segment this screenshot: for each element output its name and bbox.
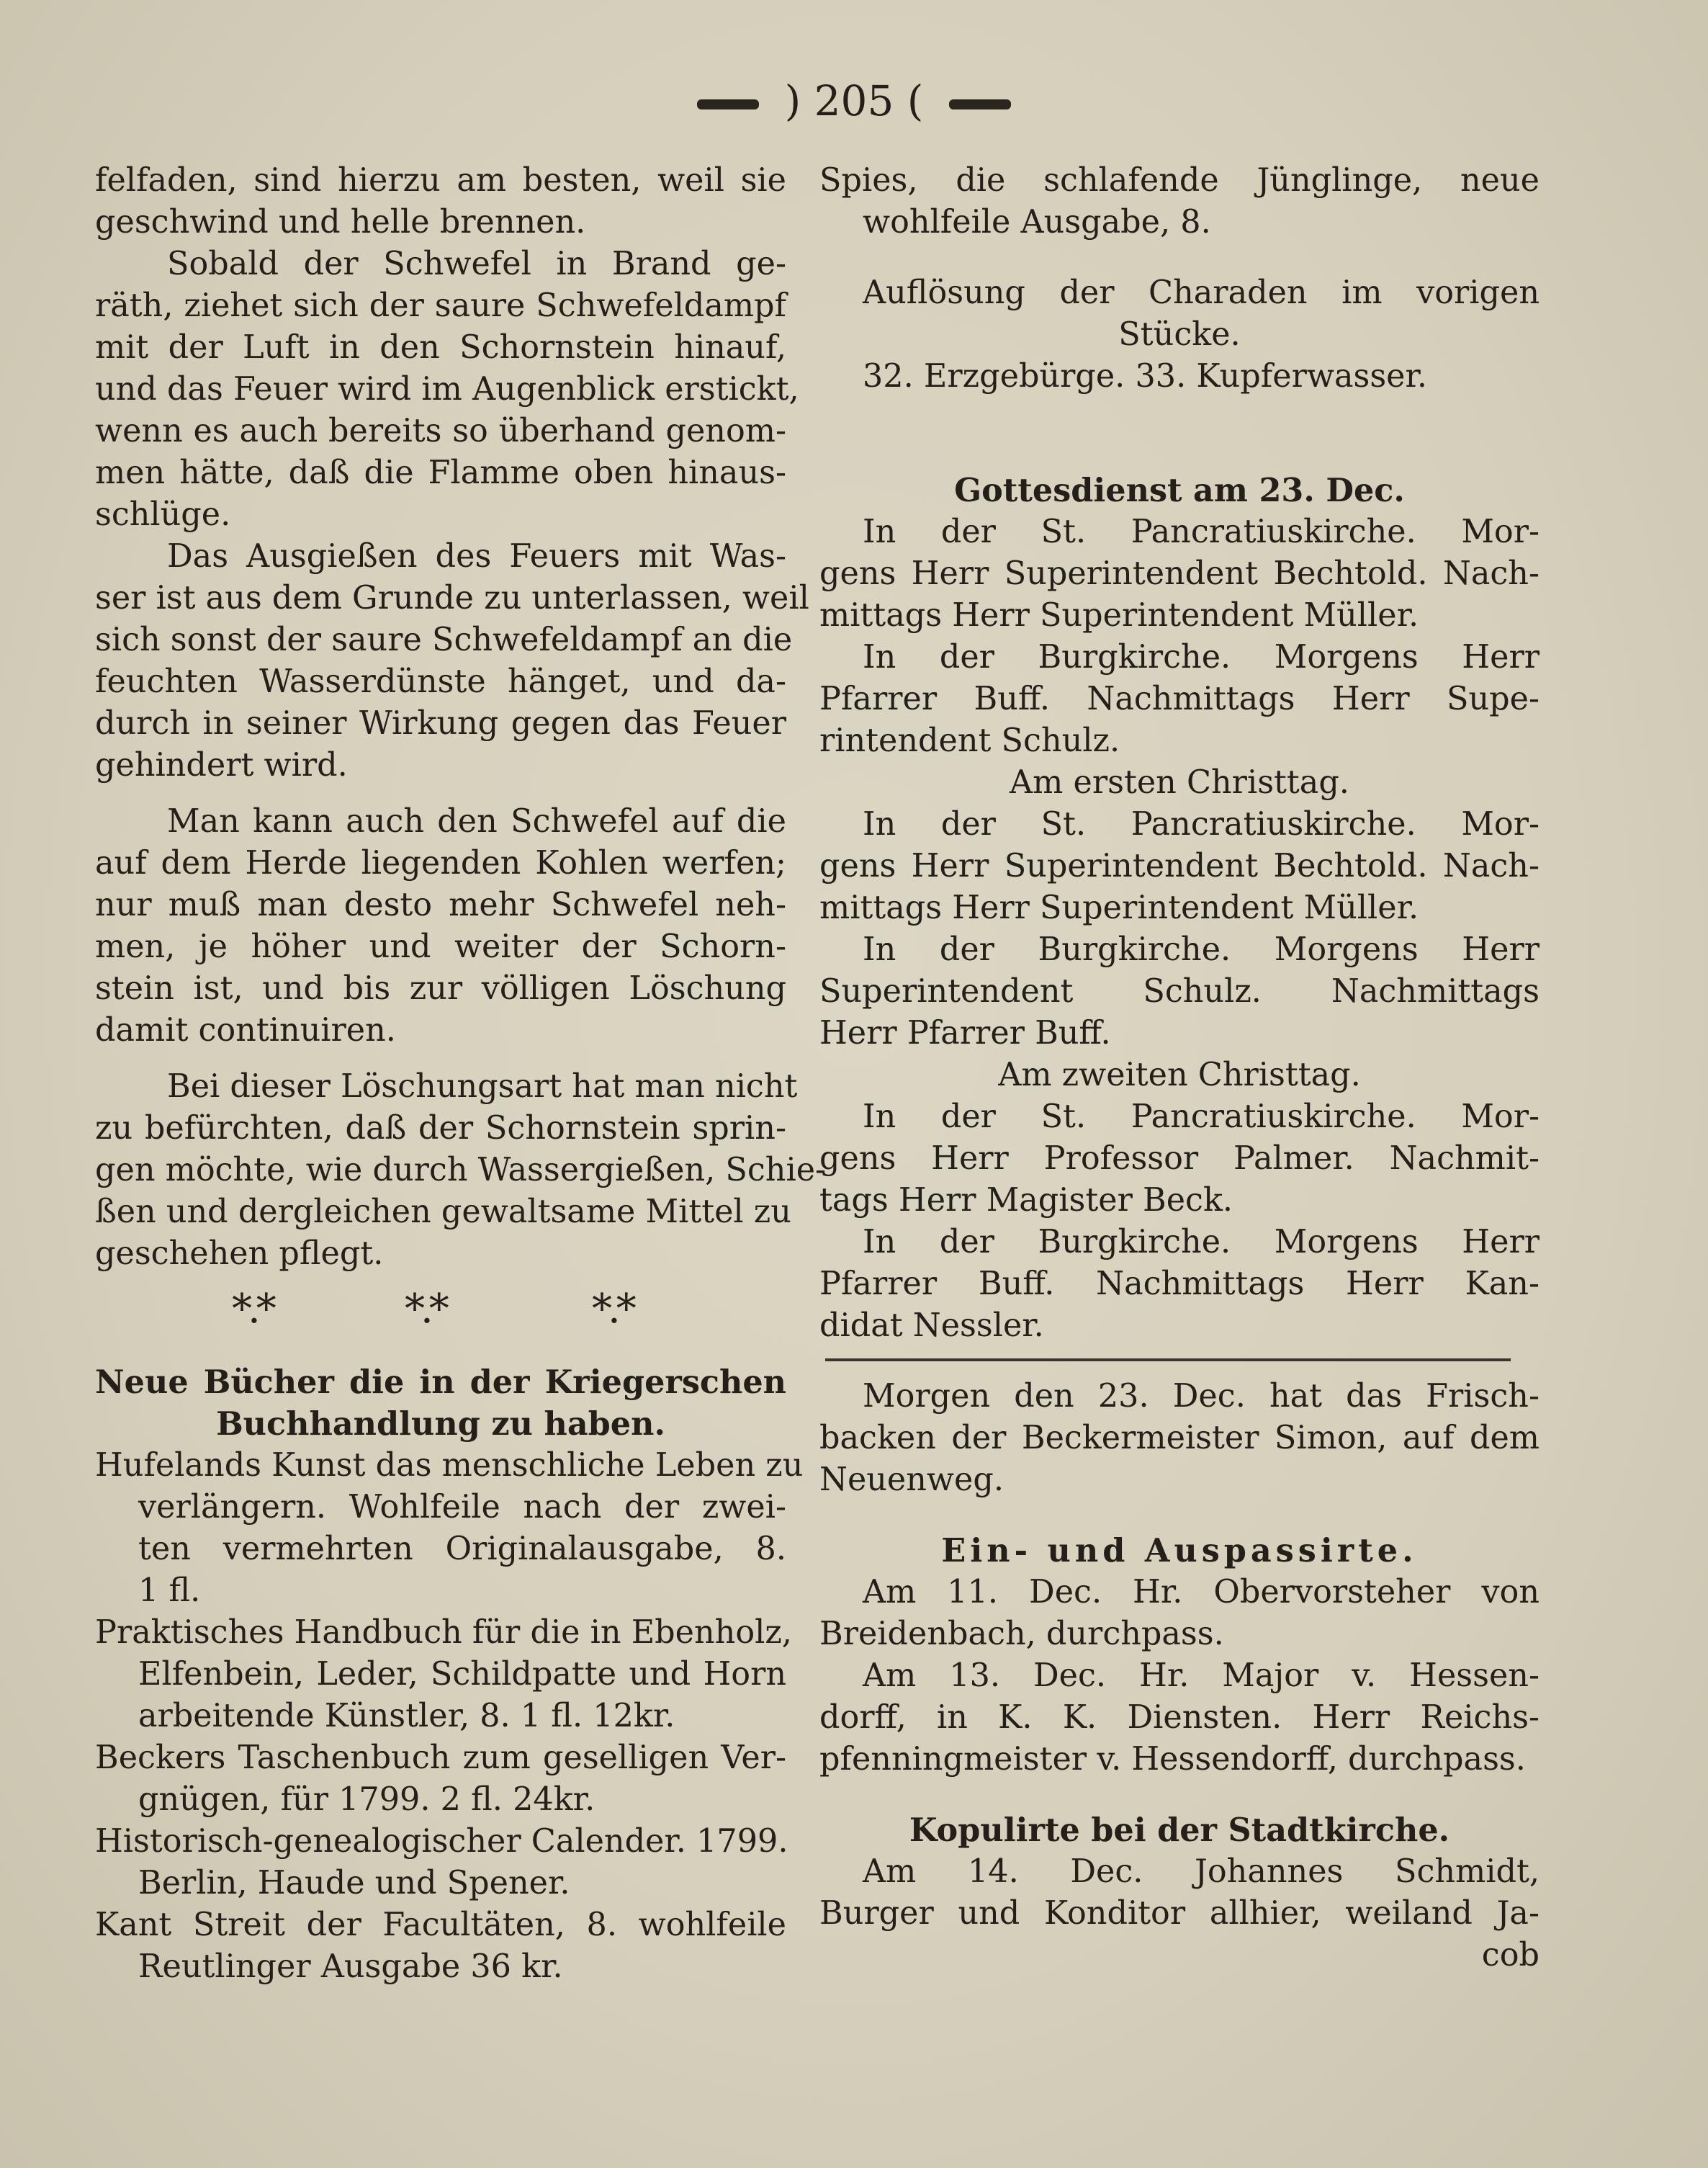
service-entry: [819, 1096, 1540, 1222]
text-line: zu befürchten, daß der Schornstein sprin-: [95, 1110, 786, 1147]
text-line: Morgen den 23. Dec. hat das Frisch-: [863, 1378, 1540, 1415]
text-line: Praktisches Handbuch für die in Ebenholz,: [95, 1614, 792, 1651]
book-entry: [95, 1612, 792, 1737]
text-line: Sobald der Schwefel in Brand ge-: [167, 246, 786, 282]
text-line: verlängern. Wohlfeile nach der zwei-: [138, 1489, 786, 1526]
asterism: *.*: [592, 1286, 632, 1332]
text-line: Spies, die schlafende Jünglinge, neue: [819, 162, 1540, 199]
text-line: Hufelands Kunst das menschliche Leben zu: [95, 1447, 804, 1484]
text-line: gens Herr Professor Palmer. Nachmit-: [819, 1140, 1540, 1177]
header-rule-right: [949, 99, 1011, 109]
text-line: Am 14. Dec. Johannes Schmidt,: [863, 1853, 1540, 1890]
charade-section: [819, 272, 1540, 398]
text-line: Pfarrer Buff. Nachmittags Herr Supe-: [819, 681, 1540, 717]
book-entry: [95, 1445, 804, 1612]
text-line: Kant Streit der Facultäten, 8. wohlfeile: [95, 1907, 786, 1943]
christmas-day-1-heading: Am ersten Christtag.: [1010, 764, 1349, 801]
text-line: damit continuiren.: [95, 1012, 396, 1049]
text-line: Breidenbach, durchpass.: [819, 1616, 1224, 1652]
left-column: [95, 160, 827, 1988]
right-column: [819, 160, 1540, 1976]
service-heading: Gottesdienst am 23. Dec.: [954, 472, 1405, 509]
paragraph-5: [95, 1066, 827, 1275]
text-line: ßen und dergleichen gewaltsame Mittel zu: [95, 1193, 791, 1230]
text-line: mittags Herr Superintendent Müller.: [819, 597, 1419, 634]
page-number: ) 205 (: [784, 76, 924, 125]
text-line: backen der Beckermeister Simon, auf dem: [819, 1420, 1540, 1456]
christmas-day-2-heading: Am zweiten Christtag.: [998, 1057, 1361, 1093]
service-entry: [819, 637, 1540, 762]
text-line: rintendent Schulz.: [819, 722, 1120, 759]
text-line: Pfarrer Buff. Nachmittags Herr Kan-: [819, 1266, 1540, 1302]
heading-line: Stücke.: [1118, 316, 1241, 353]
text-line: schlüge.: [95, 496, 231, 533]
service-entry: [819, 804, 1540, 929]
paragraph-4: [95, 801, 786, 1052]
text-line: In der Burgkirche. Morgens Herr: [863, 639, 1540, 676]
text-line: gens Herr Superintendent Bechtold. Nach-: [819, 555, 1540, 592]
text-line: feuchten Wasserdünste hänget, und da-: [95, 663, 786, 700]
text-line: mit der Luft in den Schornstein hinauf,: [95, 329, 786, 366]
text-line: didat Nessler.: [819, 1307, 1044, 1344]
text-line: men, je höher und weiter der Schorn-: [95, 928, 786, 965]
text-line: In der Burgkirche. Morgens Herr: [863, 931, 1540, 968]
text-line: gnügen, für 1799. 2 fl. 24kr.: [138, 1781, 595, 1818]
text-line: Am 11. Dec. Hr. Obervorsteher von: [863, 1574, 1540, 1611]
book-entry: [95, 1737, 786, 1821]
text-line: räth, ziehet sich der saure Schwefeldampf: [95, 287, 786, 324]
paragraph-1: [95, 160, 786, 243]
text-line: Das Ausgießen des Feuers mit Was-: [167, 538, 786, 575]
charade-answers: 32. Erzgebürge. 33. Kupferwasser.: [863, 358, 1428, 395]
books-heading: [95, 1361, 786, 1445]
text-line: wohlfeile Ausgabe, 8.: [863, 204, 1211, 241]
section-rule: [825, 1358, 1511, 1361]
text-line: In der Burgkirche. Morgens Herr: [863, 1224, 1540, 1260]
text-line: arbeitende Künstler, 8. 1 fl. 12kr.: [138, 1698, 675, 1734]
text-line: Burger und Konditor allhier, weiland Ja-: [819, 1895, 1540, 1932]
text-line: men hätte, daß die Flamme oben hinaus-: [95, 454, 786, 491]
text-line: nur muß man desto mehr Schwefel neh-: [95, 887, 786, 923]
text-line: In der St. Pancratiuskirche. Mor-: [863, 514, 1540, 550]
travel-entry: [819, 1572, 1540, 1655]
baker-notice: [819, 1376, 1540, 1501]
text-line: tags Herr Magister Beck.: [819, 1182, 1233, 1219]
service-entry: [819, 511, 1540, 637]
text-line: gens Herr Superintendent Bechtold. Nach-: [819, 848, 1540, 884]
text-line: mittags Herr Superintendent Müller.: [819, 890, 1419, 926]
text-line: Superintendent Schulz. Nachmittags: [819, 973, 1540, 1010]
text-line: Bei dieser Löschungsart hat man nicht: [167, 1068, 798, 1105]
service-entry: [819, 1222, 1540, 1347]
header-rule-left: [697, 99, 759, 109]
text-line: sich sonst der saure Schwefeldampf an die: [95, 622, 793, 658]
service-entry: [819, 929, 1540, 1054]
marriage-heading: Kopulirte bei der Stadtkirche.: [909, 1811, 1450, 1849]
section-divider-stars: [95, 1275, 786, 1347]
catchword: cob: [1481, 1937, 1540, 1974]
book-entry: [95, 1821, 786, 1904]
text-line: geschwind und helle brennen.: [95, 204, 586, 241]
text-line: stein ist, und bis zur völligen Löschung: [95, 970, 786, 1007]
text-line: ser ist aus dem Grunde zu unterlassen, weil: [95, 580, 809, 617]
text-line: gen möchte, wie durch Wassergießen, Schie-: [95, 1152, 827, 1188]
text-line: In der St. Pancratiuskirche. Mor-: [863, 1098, 1540, 1135]
text-line: felfaden, sind hierzu am besten, weil sie: [95, 162, 786, 199]
text-line: Neuenweg.: [819, 1461, 1004, 1498]
text-line: Man kann auch den Schwefel auf die: [167, 803, 786, 840]
text-line: geschehen pflegt.: [95, 1235, 384, 1272]
text-line: Berlin, Haude und Spener.: [138, 1865, 570, 1902]
text-line: pfenningmeister v. Hessendorff, durchpass.: [819, 1741, 1526, 1778]
marriage-entry: [819, 1851, 1540, 1976]
text-line: dorff, in K. K. Diensten. Herr Reichs-: [819, 1699, 1540, 1736]
heading-line: Auflösung der Charaden im vorigen: [863, 274, 1540, 311]
page-header: [0, 72, 1708, 130]
text-line: und das Feuer wird im Augenblick erstickt,: [95, 371, 799, 408]
text-line: gehindert wird.: [95, 747, 348, 784]
text-line: Beckers Taschenbuch zum geselligen Ver-: [95, 1739, 786, 1776]
text-line: In der St. Pancratiuskirche. Mor-: [863, 806, 1540, 843]
text-line: auf dem Herde liegenden Kohlen werfen;: [95, 845, 786, 882]
book-entry: [819, 160, 1540, 243]
text-line: Am 13. Dec. Hr. Major v. Hessen-: [863, 1657, 1540, 1694]
heading-line: Neue Bücher die in der Kriegerschen: [95, 1363, 786, 1401]
text-line: durch in seiner Wirkung gegen das Feuer: [95, 705, 786, 742]
text-line: Elfenbein, Leder, Schildpatte und Horn: [138, 1656, 786, 1693]
text-line: 1 fl.: [138, 1572, 201, 1609]
text-line: ten vermehrten Originalausgabe, 8.: [138, 1531, 786, 1567]
heading-line: Buchhandlung zu haben.: [216, 1405, 665, 1443]
travel-heading: Ein- und Auspassirte.: [941, 1532, 1418, 1569]
asterism: *.*: [232, 1286, 272, 1332]
text-line: Historisch-genealogischer Calender. 1799.: [95, 1823, 788, 1860]
paragraph-2: [95, 243, 799, 536]
paragraph-3: [95, 536, 809, 787]
text-line: Herr Pfarrer Buff.: [819, 1015, 1111, 1052]
book-entry: [95, 1904, 786, 1988]
text-line: wenn es auch bereits so überhand genom-: [95, 413, 786, 449]
travel-entry: [819, 1655, 1540, 1780]
text-line: Reutlinger Ausgabe 36 kr.: [138, 1948, 563, 1985]
asterism: *.*: [405, 1286, 445, 1332]
